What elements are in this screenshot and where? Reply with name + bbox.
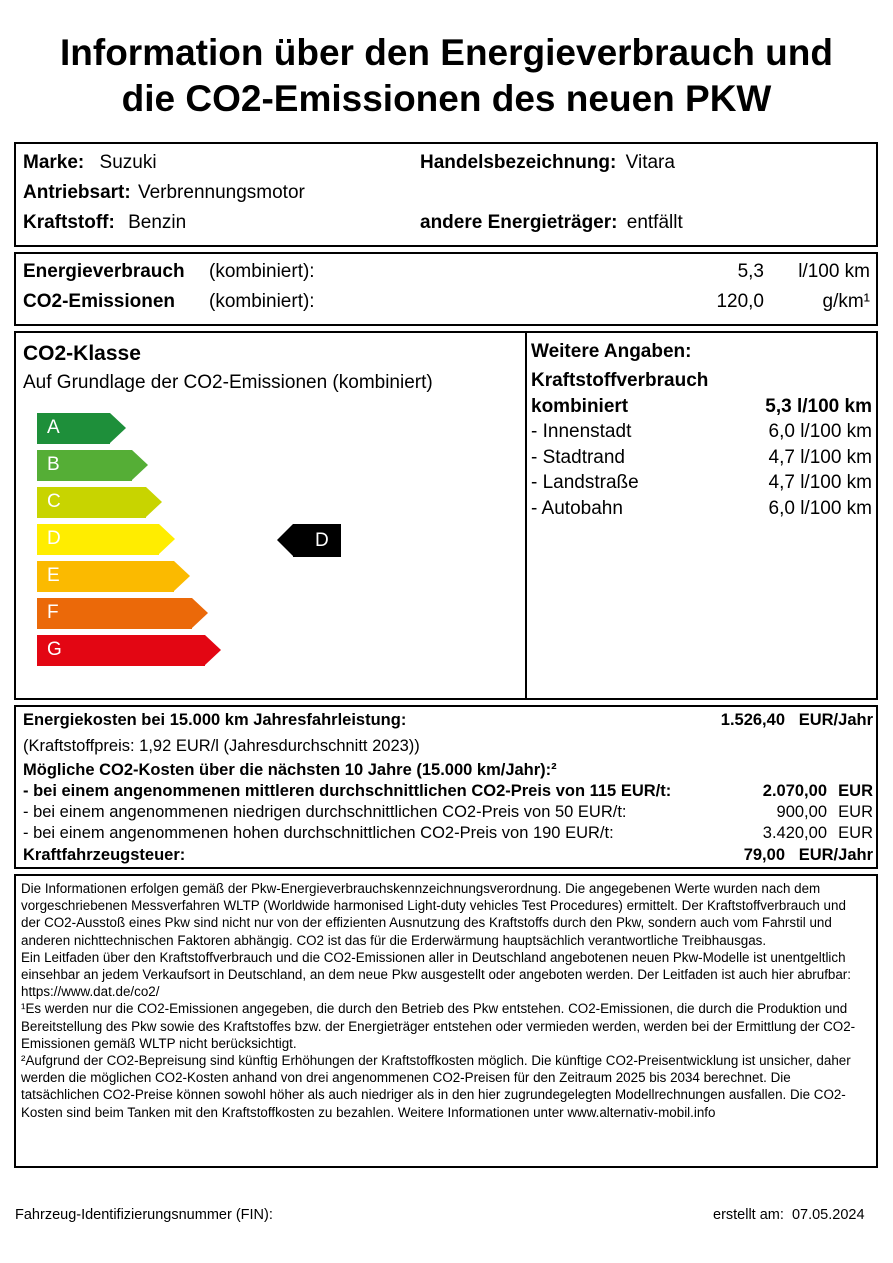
selected-class-marker: [277, 524, 341, 557]
page-title: [0, 30, 893, 122]
co2-value: 120,0: [716, 291, 764, 312]
further-subheading: Kraftstoffverbrauch: [531, 370, 709, 391]
class-f-letter: F: [47, 602, 59, 623]
co2-mid-currency: EUR: [838, 782, 873, 800]
co2-high-value: 3.420,00: [762, 824, 827, 842]
energy-value: 5,3: [737, 261, 764, 282]
class-a-tip: [110, 413, 126, 443]
brand-value: Suzuki: [99, 152, 157, 173]
energy-costs-value: 1.526,40: [720, 711, 785, 729]
class-a-letter: A: [47, 417, 60, 438]
co2-class-subheading: Auf Grundlage der CO2-Emissionen (kombiniert): [23, 372, 433, 393]
marker-head: [277, 524, 293, 556]
co2-high-currency: EUR: [838, 824, 873, 842]
co2-high-label: - bei einem angenommenen hohen durchschnittlichen CO2-Preis von 190 EUR/t:: [23, 824, 614, 842]
trade-name-row: [420, 152, 675, 174]
fuel-label: Kraftstoff:: [23, 212, 115, 233]
legal-text: [21, 880, 866, 1121]
row-label: - Landstraße: [531, 472, 639, 493]
fuel-row: [23, 212, 186, 234]
energy-qualifier: (kombiniert):: [209, 261, 315, 282]
fuel-value: Benzin: [128, 212, 187, 233]
tax-value: 79,00: [743, 846, 785, 864]
row-value: 6,0 l/100 km: [768, 421, 872, 442]
co2-class-heading: CO2-Klasse: [23, 342, 141, 365]
row-value: 6,0 l/100 km: [768, 498, 872, 519]
co2-mid-label: - bei einem angenommenen mittleren durchschnittlichen CO2-Preis von 115 EUR/t:: [23, 782, 672, 800]
class-d-letter: D: [47, 528, 61, 549]
co2-low-label: - bei einem angenommenen niedrigen durchschnittlichen CO2-Preis von 50 EUR/t:: [23, 803, 627, 821]
co2-costs-heading: Mögliche CO2-Kosten über die nächsten 10 Jahre (15.000 km/Jahr):²: [23, 761, 557, 779]
class-b-letter: B: [47, 454, 60, 475]
row-value: 4,7 l/100 km: [768, 447, 872, 468]
fuel-price-note: (Kraftstoffpreis: 1,92 EUR/l (Jahresdurchschnitt 2023)): [23, 737, 420, 755]
co2-class-divider: [525, 331, 527, 700]
title-line-2: die CO2-Emissionen des neuen PKW: [121, 78, 772, 119]
other-energy-value: entfällt: [626, 212, 683, 233]
other-energy-label: andere Energieträger:: [420, 212, 618, 233]
created-label: erstellt am:: [713, 1207, 784, 1223]
co2-mid-value: 2.070,00: [762, 782, 827, 800]
other-energy-row: [420, 212, 683, 234]
class-e-letter: E: [47, 565, 60, 586]
co2-unit: g/km¹: [822, 291, 870, 312]
class-e-tip: [174, 561, 190, 591]
row-value: 4,7 l/100 km: [768, 472, 872, 493]
co2-low-value: 900,00: [776, 803, 827, 821]
further-heading: Weitere Angaben:: [531, 341, 692, 362]
title-line-1: Information über den Energieverbrauch und: [60, 32, 833, 73]
row-label: - Innenstadt: [531, 421, 632, 442]
selected-class-letter: D: [315, 530, 329, 551]
combined-value: 5,3 l/100 km: [765, 396, 872, 417]
class-g-letter: G: [47, 639, 62, 660]
drive-value: Verbrennungsmotor: [137, 182, 305, 203]
combined-label: kombiniert: [531, 396, 629, 417]
class-g-bar: [37, 635, 205, 666]
trade-name-value: Vitara: [625, 152, 675, 173]
class-c-letter: C: [47, 491, 61, 512]
tax-label: Kraftfahrzeugsteuer:: [23, 846, 186, 864]
legal-paragraph: Die Informationen erfolgen gemäß der Pkw-Energieverbrauchskennzeichnungsverordnung. Die angegebenen Werte wurden nach dem vorgeschriebenen Messverfahren WLTP (Worldwide harmonised Light-duty vehicles Test Procedures) ermittelt. Der Kraftstoffverbrauch und der CO2-Ausstoß eines Pkw sind nicht nur von der effizienten Ausnutzung des Kraftstoffs durch den Pkw, sondern auch vom Fahrstil und anderen nichttechnischen Faktoren abhängig. CO2 ist das für die Erderwärmung hauptsächlich verantwortliche Treibhausgas.: [21, 881, 846, 948]
brand-row: [23, 152, 157, 174]
class-d-tip: [159, 524, 175, 554]
co2-low-currency: EUR: [838, 803, 873, 821]
energy-costs-label: Energiekosten bei 15.000 km Jahresfahrleistung:: [23, 711, 407, 729]
class-c-tip: [146, 487, 162, 517]
drive-label: Antriebsart:: [23, 182, 131, 203]
trade-name-label: Handelsbezeichnung:: [420, 152, 617, 173]
legal-paragraph: ²Aufgrund der CO2-Bepreisung sind künftig Erhöhungen der Kraftstoffkosten möglich. Die künftige CO2-Preisentwicklung ist unsicher, daher werden die möglichen CO2-Kosten anhand von drei angenommenen CO2-Preisen für den Zeitraum 2025 bis 2034 berechnet. Die tatsächlichen CO2-Preise können sowohl höher als auch niedriger als in den hier zugrundegelegten Modellrechnungen ausfallen. Die CO2-Kosten sind beim Tanken mit den Kraftstoffkosten zu bezahlen. Weitere Informationen unter www.alternativ-mobil.info: [21, 1053, 851, 1120]
co2-label: CO2-Emissionen: [23, 291, 176, 312]
co2-qualifier: (kombiniert):: [209, 291, 315, 312]
energy-label: Energieverbrauch: [23, 261, 185, 282]
class-f-tip: [192, 598, 208, 628]
row-label: - Autobahn: [531, 498, 623, 519]
created-date: 07.05.2024: [791, 1207, 865, 1223]
created-row: [713, 1207, 865, 1223]
class-g-tip: [205, 635, 221, 665]
row-label: - Stadtrand: [531, 447, 625, 468]
class-b-tip: [132, 450, 148, 480]
fin-label: Fahrzeug-Identifizierungsnummer (FIN):: [15, 1207, 273, 1223]
drive-row: [23, 182, 305, 204]
energy-unit: l/100 km: [798, 261, 870, 282]
class-f-bar: [37, 598, 192, 629]
legal-paragraph: ¹Es werden nur die CO2-Emissionen angegeben, die durch den Betrieb des Pkw entstehen. CO2-Emissionen, die durch die Produktion und Bereitstellung des Pkw sowie des Kraftstoffes bzw. der Energieträger entstehen oder vermieden werden, werden bei der Ermittlung der CO2-Emissionen gemäß WLTP nicht berücksichtigt.: [21, 1001, 856, 1051]
brand-label: Marke:: [23, 152, 85, 173]
energy-costs-unit: EUR/Jahr: [798, 711, 873, 729]
tax-unit: EUR/Jahr: [798, 846, 873, 864]
legal-paragraph: Ein Leitfaden über den Kraftstoffverbrauch und die CO2-Emissionen aller in Deutschland angebotenen neuen Pkw-Modelle ist unentgeltlich einsehbar an jedem Verkaufsort in Deutschland, an dem neue Pkw ausgestellt oder angeboten werden. Der Leitfaden ist auch hier abrufbar: https://www.dat.de/co2/: [21, 949, 851, 1000]
